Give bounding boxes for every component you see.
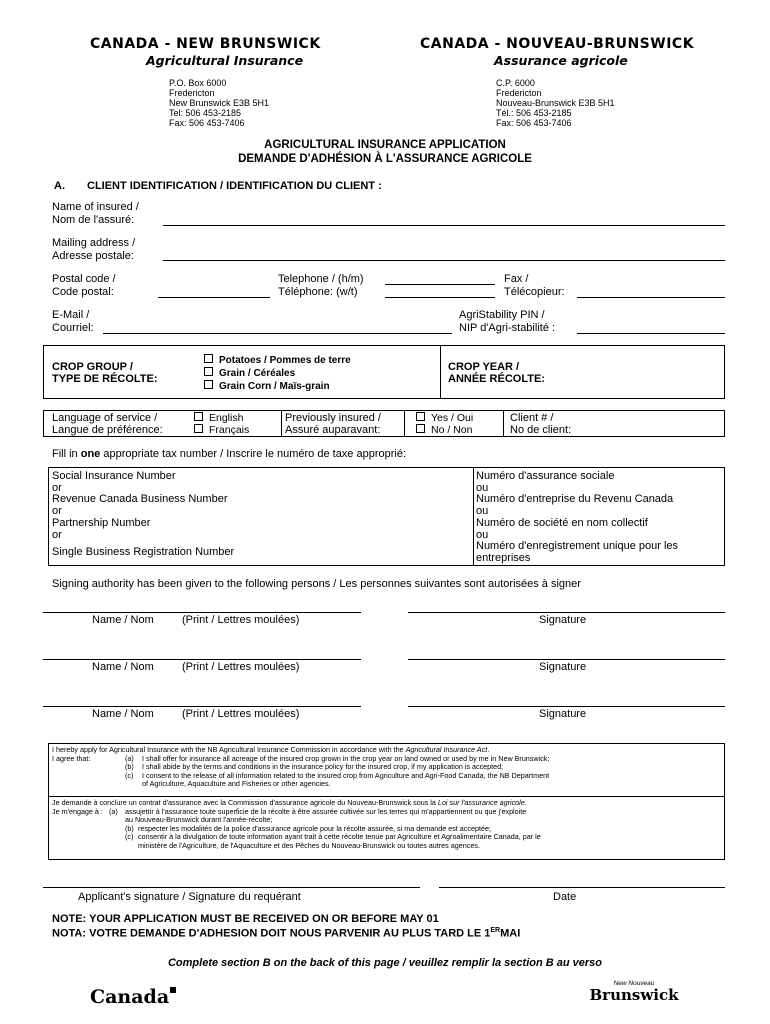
section-a-heading: CLIENT IDENTIFICATION / IDENTIFICATION DU CLIENT : bbox=[87, 180, 382, 192]
postal-code-label: Postal code / Code postal: bbox=[52, 273, 116, 298]
signatory-2-signature-label: Signature bbox=[539, 661, 587, 673]
mailing-address-field[interactable] bbox=[163, 260, 725, 261]
checkbox-icon[interactable] bbox=[194, 424, 203, 433]
signatory-3-print-label: (Print / Lettres moulées) bbox=[182, 708, 300, 720]
signatory-2-name-field[interactable] bbox=[43, 659, 361, 660]
checkbox-icon[interactable] bbox=[416, 424, 425, 433]
language-english[interactable]: English bbox=[194, 412, 249, 424]
signing-authority-intro: Signing authority has been given to the following persons / Les personnes suivantes sont autorisées à signer bbox=[52, 578, 581, 590]
section-a-letter: A. bbox=[54, 180, 65, 192]
checkbox-icon[interactable] bbox=[204, 367, 213, 376]
deadline-note-english: NOTE: YOUR APPLICATION MUST BE RECEIVED ON OR BEFORE MAY 01 bbox=[52, 913, 439, 925]
back-page-instruction: Complete section B on the back of this page / veuillez remplir la section B au verso bbox=[167, 957, 602, 969]
signatory-1-signature-field[interactable] bbox=[408, 612, 725, 613]
date-label: Date bbox=[553, 891, 577, 903]
flag-icon bbox=[170, 987, 176, 993]
crop-option-grain[interactable]: Grain / Céréales bbox=[204, 367, 351, 380]
crop-option-grain-corn[interactable]: Grain Corn / Maïs-grain bbox=[204, 380, 351, 393]
signatory-2-signature-field[interactable] bbox=[408, 659, 725, 660]
language-label: Language of service / Langue de préférence: bbox=[52, 412, 163, 436]
checkbox-icon[interactable] bbox=[416, 412, 425, 421]
agreement-english: I hereby apply for Agricultural Insurance with the NB Agricultural Insurance Commission in accordance with the Agricultural Insurance Act. I agree that: (a) I shall offer for insurance all acreage of the insured crop grown in the crop year on land owned or used by me in New Brunswick; (b) I shall abide by the terms and conditions in the insurance policy for the insured crop, if my application is accepted; (c) I consent to the release of all information related to the insured crop from Agriculture and Agri-Food Canada, the NB Department of Agriculture, Aquaculture and Fisheries or other agencies. bbox=[52, 745, 550, 789]
previously-insured-no[interactable]: No / Non bbox=[416, 424, 473, 436]
name-of-insured-field[interactable] bbox=[163, 225, 725, 226]
checkbox-icon[interactable] bbox=[204, 380, 213, 389]
header-right-subtitle: Assurance agricole bbox=[494, 53, 628, 68]
crop-option-potatoes[interactable]: Potatoes / Pommes de terre bbox=[204, 354, 351, 367]
tax-box-divider bbox=[473, 467, 474, 566]
date-field[interactable] bbox=[439, 887, 725, 888]
signatory-3-signature-field[interactable] bbox=[408, 706, 725, 707]
language-divider-1 bbox=[281, 410, 282, 437]
applicant-signature-label: Applicant's signature / Signature du requérant bbox=[78, 891, 301, 903]
email-label: E-Mail / Courriel: bbox=[52, 309, 94, 334]
telephone-home-field[interactable] bbox=[385, 284, 495, 285]
header-right-title: CANADA - NOUVEAU-BRUNSWICK bbox=[420, 36, 695, 52]
previously-insured-yes[interactable]: Yes / Oui bbox=[416, 412, 473, 424]
agristability-pin-field[interactable] bbox=[577, 333, 725, 334]
signatory-3-signature-label: Signature bbox=[539, 708, 587, 720]
canada-wordmark-logo: Canada bbox=[90, 986, 176, 1008]
new-brunswick-logo: New Nouveau Brunswick bbox=[589, 980, 679, 1004]
checkbox-icon[interactable] bbox=[194, 412, 203, 421]
crop-box-divider bbox=[440, 345, 441, 399]
language-options bbox=[194, 412, 249, 436]
fax-field[interactable] bbox=[577, 297, 725, 298]
signatory-1-name-field[interactable] bbox=[43, 612, 361, 613]
email-field[interactable] bbox=[103, 333, 452, 334]
signatory-1-signature-label: Signature bbox=[539, 614, 587, 626]
tax-options-english: Social Insurance Number or Revenue Canada Business Number or Partnership Number or Single Business Registration Number bbox=[52, 470, 235, 559]
address-french: C.P. 6000 Fredericton Nouveau-Brunswick E3B 5H1 Tél.: 506 453-2185 Fax: 506 453-7406 bbox=[496, 78, 615, 128]
header-left-subtitle: Agricultural Insurance bbox=[146, 53, 304, 68]
form-title-french: DEMANDE D'ADHÉSION À L'ASSURANCE AGRICOLE bbox=[238, 153, 532, 165]
postal-code-field[interactable] bbox=[158, 297, 270, 298]
telephone-label: Telephone / (h/m) Téléphone: (w/t) bbox=[278, 273, 364, 298]
client-number-label: Client # / No de client: bbox=[510, 412, 572, 436]
name-of-insured-label: Name of insured / Nom de l'assuré: bbox=[52, 201, 139, 226]
tax-instruction: Fill in one appropriate tax number / Inscrire le numéro de taxe approprié: bbox=[52, 448, 407, 460]
signatory-1-name-label: Name / Nom bbox=[92, 614, 154, 626]
mailing-address-label: Mailing address / Adresse postale: bbox=[52, 237, 136, 262]
telephone-work-field[interactable] bbox=[385, 297, 495, 298]
language-french[interactable]: Français bbox=[194, 424, 249, 436]
signatory-2-name-label: Name / Nom bbox=[92, 661, 154, 673]
crop-group-label: CROP GROUP / TYPE DE RÉCOLTE: bbox=[52, 361, 158, 385]
applicant-signature-field[interactable] bbox=[43, 887, 420, 888]
previously-insured-label: Previously insured / Assuré auparavant: bbox=[285, 412, 381, 436]
signatory-3-name-field[interactable] bbox=[43, 706, 361, 707]
deadline-note-french: NOTA: VOTRE DEMANDE D'ADHESION DOIT NOUS PARVENIR AU PLUS TARD LE 1ERMAI bbox=[52, 927, 521, 940]
address-english: P.O. Box 6000 Fredericton New Brunswick E3B 5H1 Tel: 506 453-2185 Fax: 506 453-7406 bbox=[169, 78, 270, 128]
agristability-pin-label: AgriStability PIN / NIP d'Agri-stabilité : bbox=[459, 309, 556, 334]
tax-options-french: Numéro d'assurance sociale ou Numéro d'entreprise du Revenu Canada ou Numéro de société en nom collectif ou Numéro d'enregistrement unique pour les entreprises bbox=[476, 470, 679, 564]
language-divider-2 bbox=[404, 410, 405, 437]
signatory-2-print-label: (Print / Lettres moulées) bbox=[182, 661, 300, 673]
fax-label: Fax / Télécopieur: bbox=[504, 273, 565, 298]
signatory-1-print-label: (Print / Lettres moulées) bbox=[182, 614, 300, 626]
crop-group-options bbox=[204, 354, 351, 393]
header-left-title: CANADA - NEW BRUNSWICK bbox=[90, 36, 321, 52]
checkbox-icon[interactable] bbox=[204, 354, 213, 363]
agreement-french: Je demande à conclure un contrat d'assurance avec la Commission d'assurance agricole du Nouveau-Brunswick sous la Loi sur l'assurance agricole. Je m'engage à : (a) assujettir à l'assurance toute superficie de la récolte à être assurée cultivée sur les terres qui m'appartiennent ou que j'exploite au Nouveau-Brunswick durant l'année-récolte; (b) respecter les modalités de la police d'assurance agricole pour la récolte assurée, si ma demande est acceptée; (c) consentir à la divulgation de toute information ayant trait à cette récolte tenue par Agriculture et Agroalimentaire Canada, par le ministère de l'Agriculture, de l'Aquaculture et des Pêches du Nouveau-Brunswick ou toutes autres agences. bbox=[52, 798, 541, 850]
crop-year-label: CROP YEAR / ANNÉE RÉCOLTE: bbox=[448, 361, 545, 385]
language-divider-3 bbox=[503, 410, 504, 437]
agreement-divider bbox=[48, 796, 725, 797]
previously-insured-options bbox=[416, 412, 473, 436]
signatory-3-name-label: Name / Nom bbox=[92, 708, 154, 720]
form-title-english: AGRICULTURAL INSURANCE APPLICATION bbox=[264, 139, 506, 151]
